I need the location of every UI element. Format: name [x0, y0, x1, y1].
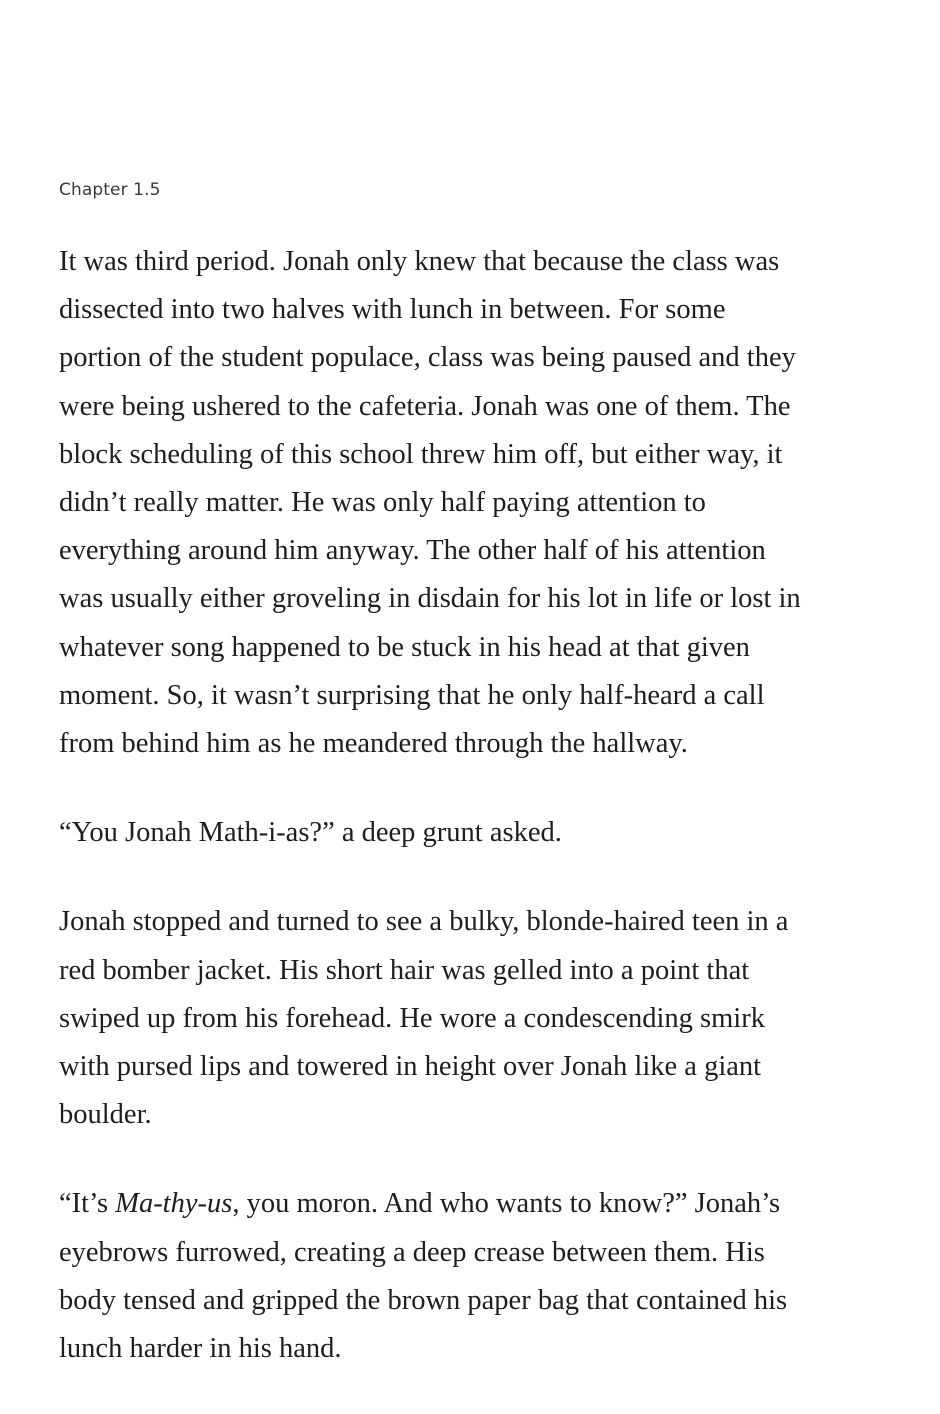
- paragraph-4-emphasis: Ma-thy-us: [115, 1188, 233, 1220]
- paragraph-1: It was third period. Jonah only knew that because the class was dissected into two halves with lunch in between. For some portion of the student populace, class was being paused and they were being ushered to the cafeteria. Jonah was one of them. The block scheduling of this school threw him off, but either way, it didn’t really matter. He was only half paying attention to everything around him anyway. The other half of his attention was usually either groveling in disdain for his lot in life or lost in whatever song happened to be stuck in his head at that given moment. So, it wasn’t surprising that he only half-heard a call from behind him as he meandered through the hallway.: [59, 246, 801, 760]
- paragraph-4-start: “It’s: [59, 1188, 116, 1220]
- chapter-page: [59, 180, 889, 1414]
- paragraph-4: [59, 1180, 889, 1373]
- paragraph-4-end: , you moron. And who wants to know?” Jonah’s eyebrows furrowed, creating a deep crease between them. His body tensed and gripped the brown paper bag that contained his lunch harder in his hand.: [59, 1188, 788, 1365]
- paragraph-3: Jonah stopped and turned to see a bulky, blonde-haired teen in a red bomber jacket. His short hair was gelled into a point that swiped up from his forehead. He wore a condescending smirk with pursed lips and towered in height over Jonah like a giant boulder.: [59, 906, 789, 1131]
- paragraph-2: “You Jonah Math-i-as?” a deep grunt asked.: [59, 817, 562, 849]
- chapter-heading: Chapter 1.5: [59, 180, 161, 200]
